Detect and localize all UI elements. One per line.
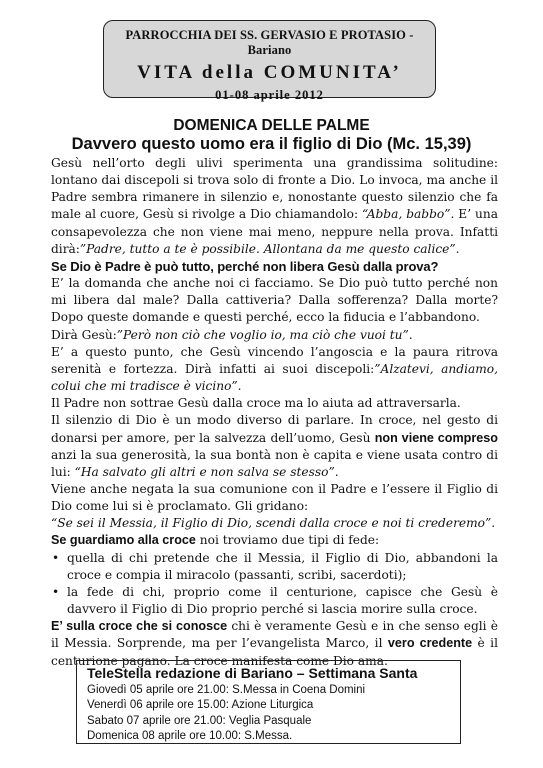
bullet-dot-icon: • xyxy=(52,584,60,599)
article-subtitle: Davvero questo uomo era il figlio di Dio (Mc. 15,39) xyxy=(71,135,472,153)
list-item: • la fede di chi, proprio come il centurione, capisce che Gesù è davvero il Figlio di Dio proprio perché si lascia morire sulla croce. xyxy=(52,584,498,617)
question-heading: Se Dio è Padre è può tutto, perché non libera Gesù dalla prova? xyxy=(51,258,439,274)
paragraph-3: Dirà Gesù:”Però non ciò che voglio io, ma ciò che vuoi tu”. xyxy=(51,327,413,342)
paragraph-2: E’ la domanda che anche noi ci facciamo. Se Dio può tutto perché non mi libera dal male? Dalla cattiveria? Dalla sofferenza? Dalla morte? Dopo queste domande e questi perché, ecco la fiducia e l’abbandono. xyxy=(51,276,498,325)
schedule-item: Sabato 07 aprile ore 21.00: Veglia Pasquale xyxy=(87,714,312,727)
header-box xyxy=(103,20,436,102)
paragraph-9: E’ sulla croce che si conosce chi è veramente Gesù e in che senso egli è il Messia. Sorprende, ma per l’evangelista Marco, il vero credente è il centurione pagano. La croce manifesta come Dio ama. xyxy=(51,619,498,668)
paragraph-1: Gesù nell’orto degli ulivi sperimenta una grandissima solitudine: lontano dai discepoli si trova solo di fronte a Dio. Lo invoca, ma anche il Padre sembra rimanere in silenzio e, nonostante questo silenzio che fa male al cuore, Gesù si rivolge a Dio chiamandolo: “Abba, babbo”. E’ una consapevolezza che non viene mai meno, neppure nella prova. Infatti dirà:”Padre, tutto a te è possibile. Allontana da me questo calice”. xyxy=(51,156,499,256)
paragraph-4: E’ a questo punto, che Gesù vincendo l’angoscia e la paura ritrova serenità e fortezza. Dirà infatti ai suoi discepoli:”Alzatevi, andiamo, colui che mi tradisce è vicino”. xyxy=(51,344,498,394)
faith-list xyxy=(51,550,498,619)
schedule-item: Giovedì 05 aprile ore 21.00: S.Messa in Coena Domini xyxy=(87,684,366,696)
list-item: • quella di chi pretende che il Messia, il Figlio di Dio, abbandoni la croce e compia il miracolo (passanti, scribi, sacerdoti); xyxy=(52,550,498,582)
paragraph-8: Se guardiamo alla croce noi troviamo due tipi di fede: xyxy=(51,533,380,548)
paragraph-6: Il silenzio di Dio è un modo diverso di parlare. In croce, nel gesto di donarsi per amore, per la salvezza dell’uomo, Gesù non viene compreso anzi la sua generosità, la sua bontà non è capita e viene usata contro di lui: “Ha salvato gli altri e non salva se stesso”. xyxy=(51,413,498,479)
paragraph-7: Viene anche negata la sua comunione con il Padre e l’essere il Figlio di Dio come lui si è proclamato. Gli gridano: “Se sei il Messia, il Figlio di Dio, scendi dalla croce e noi ti crederemo”. xyxy=(51,481,498,531)
article-body xyxy=(51,155,498,670)
schedule-item: Domenica 08 aprile ore 10.00: S.Messa. xyxy=(87,729,293,742)
paragraph-5: Il Padre non sottrae Gesù dalla croce ma lo aiuta ad attraversarla. xyxy=(51,396,461,411)
parish-name: PARROCCHIA DEI SS. GERVASIO E PROTASIO - Bariano xyxy=(125,28,414,57)
bulletin-title: VITA della COMUNITA’ xyxy=(137,62,402,83)
bulletin-dates: 01-08 aprile 2012 xyxy=(215,88,324,102)
article-title: DOMENICA DELLE PALME xyxy=(173,117,370,134)
telestella-box xyxy=(76,660,461,744)
telestella-title: TeleStella redazione di Bariano – Settimana Santa xyxy=(87,665,418,681)
schedule-item: Venerdì 06 aprile ore 15.00: Azione Liturgica xyxy=(87,699,314,712)
bullet-dot-icon: • xyxy=(52,550,60,565)
